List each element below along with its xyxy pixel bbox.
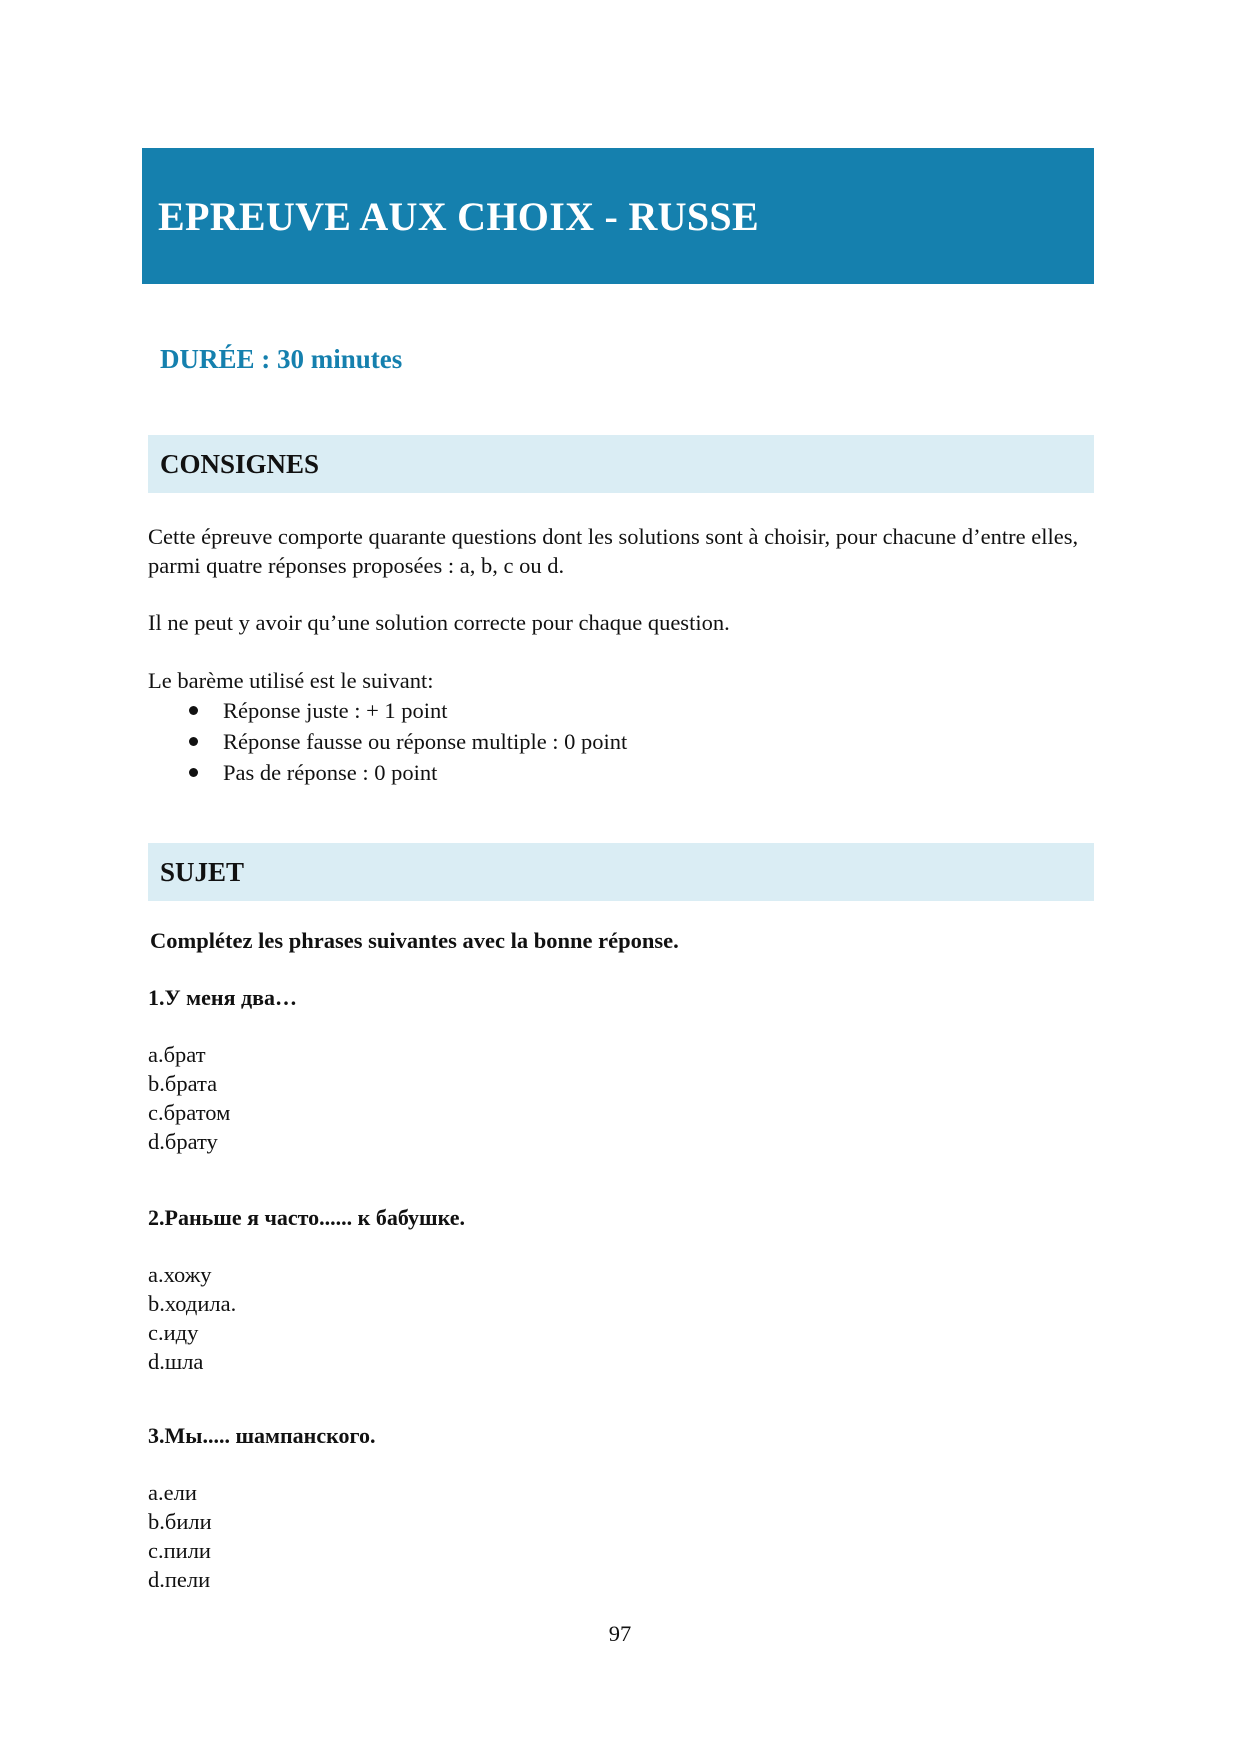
answer-option: d.брату [148,1129,218,1154]
consignes-heading: CONSIGNES [160,448,320,479]
answer-option: d.пели [148,1567,211,1592]
title-banner [142,148,1094,284]
bareme-item-text: Réponse fausse ou réponse multiple : 0 point [223,729,628,754]
question-block [148,1203,465,1376]
bareme-item-text: Pas de réponse : 0 point [223,760,438,785]
bullet-icon [189,768,198,777]
bareme-item [148,757,627,788]
bareme-list [148,695,627,788]
question-text: 2.Раньше я часто...... к бабушке. [148,1205,465,1230]
answer-option: c.пили [148,1538,211,1563]
bullet-icon [189,706,198,715]
answer-option: c.братом [148,1100,231,1125]
answer-option: a.хожу [148,1262,212,1287]
answer-option: c.иду [148,1320,199,1345]
answer-option: a.брат [148,1042,206,1067]
page-number: 97 [608,1621,632,1646]
sujet-heading: SUJET [160,856,245,887]
bareme-item [148,695,627,726]
consignes-intro: Cette épreuve comporte quarante questions dont les solutions sont à choisir, pour chacune d’entre elles, parmi quatre réponses proposées : a, b, c ou d. [148,524,1079,578]
answer-option: d.шла [148,1349,204,1374]
question-text: 1.У меня два… [148,985,297,1010]
answer-option: b.ходила. [148,1291,237,1316]
page-title: EPREUVE AUX CHOIX - RUSSE [158,193,759,239]
bareme-item-text: Réponse juste : + 1 point [223,698,448,723]
sujet-instruction: Complétez les phrases suivantes avec la bonne réponse. [150,928,679,953]
consignes-single-solution: Il ne peut y avoir qu’une solution correcte pour chaque question. [148,610,730,635]
answer-options [148,1478,375,1594]
answer-option: a.ели [148,1480,197,1505]
answer-option: b.били [148,1509,212,1534]
answer-options [148,1260,465,1376]
consignes-section-header [148,435,1094,493]
answer-option: b.брата [148,1071,218,1096]
bareme-intro: Le barème utilisé est le suivant: [148,668,434,693]
answer-options [148,1040,297,1156]
duration-label: DURÉE : 30 minutes [160,344,403,374]
question-block [148,983,297,1156]
sujet-section-header [148,843,1094,901]
bareme-item [148,726,627,757]
bullet-icon [189,737,198,746]
question-block [148,1421,375,1594]
question-text: 3.Мы..... шампанского. [148,1423,376,1448]
